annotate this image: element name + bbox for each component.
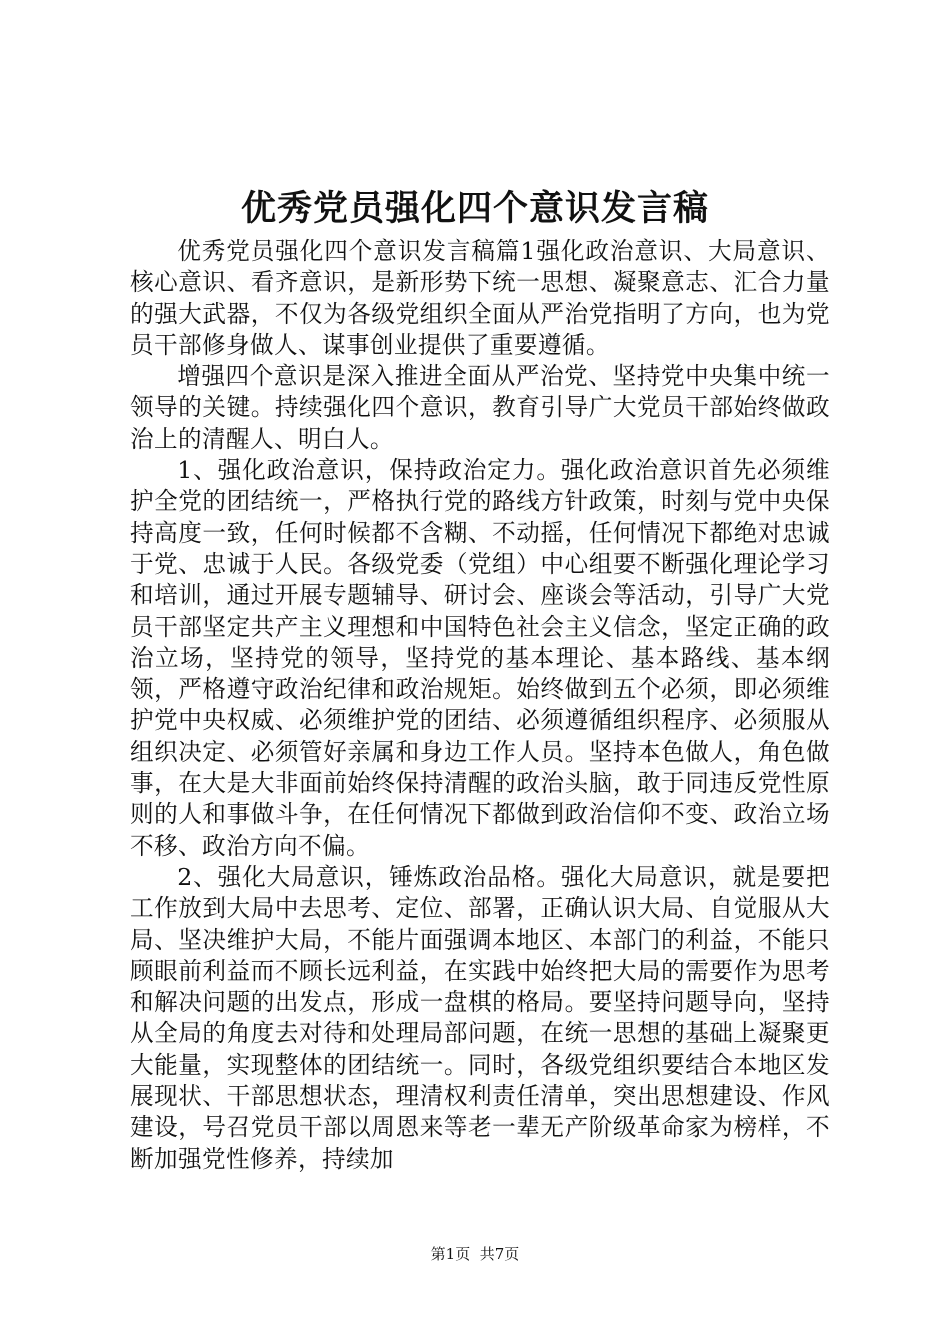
page-total: 共7页 <box>479 1245 520 1263</box>
paragraph-intro: 优秀党员强化四个意识发言稿篇1强化政治意识、大局意识、核心意识、看齐意识，是新形势下统一思想、凝聚意志、汇合力量的强大武器，不仅为各级党组织全面从严治党指明了方向，也为党员干部修身做人、谋事创业提供了重要遵循。 <box>130 237 830 359</box>
paragraph-key-point: 增强四个意识是深入推进全面从严治党、坚持党中央集中统一领导的关键。持续强化四个意识，教育引导广大党员干部始终做政治上的清醒人、明白人。 <box>130 362 830 453</box>
paragraph-overall-awareness: 2、强化大局意识，锤炼政治品格。强化大局意识，就是要把工作放到大局中去思考、定位、部署，正确认识大局、自觉服从大局、坚决维护大局，不能片面强调本地区、本部门的利益，不能只顾眼前利益而不顾长远利益，在实践中始终把大局的需要作为思考和解决问题的出发点，形成一盘棋的格局。要坚持问题导向，坚持从全局的角度去对待和处理局部问题，在统一思想的基础上凝聚更大能量，实现整体的团结统一。同时，各级党组织要结合本地区发展现状、干部思想状态，理清权利责任清单，突出思想建设、作风建设，号召党员干部以周恩来等老一辈无产阶级革命家为榜样，不断加强党性修养，持续加 <box>130 862 830 1173</box>
page-number: 第1页 <box>430 1245 471 1263</box>
document-title: 优秀党员强化四个意识发言稿 <box>240 188 709 229</box>
page-footer <box>0 1244 950 1264</box>
paragraph-political-awareness: 1、强化政治意识，保持政治定力。强化政治意识首先必须维护全党的团结统一，严格执行党的路线方针政策，时刻与党中央保持高度一致，任何时候都不含糊、不动摇，任何情况下都绝对忠诚于党、忠诚于人民。各级党委（党组）中心组要不断强化理论学习和培训，通过开展专题辅导、研讨会、座谈会等活动，引导广大党员干部坚定共产主义理想和中国特色社会主义信念，坚定正确的政治立场，坚持党的领导，坚持党的基本理论、基本路线、基本纲领，严格遵守政治纪律和政治规矩。始终做到五个必须，即必须维护党中央权威、必须维护党的团结、必须遵循组织程序、必须服从组织决定、必须管好亲属和身边工作人员。坚持本色做人，角色做事，在大是大非面前始终保持清醒的政治头脑，敢于同违反党性原则的人和事做斗争，在任何情况下都做到政治信仰不变、政治立场不移、政治方向不偏。 <box>130 456 830 860</box>
document-body <box>130 236 830 1175</box>
